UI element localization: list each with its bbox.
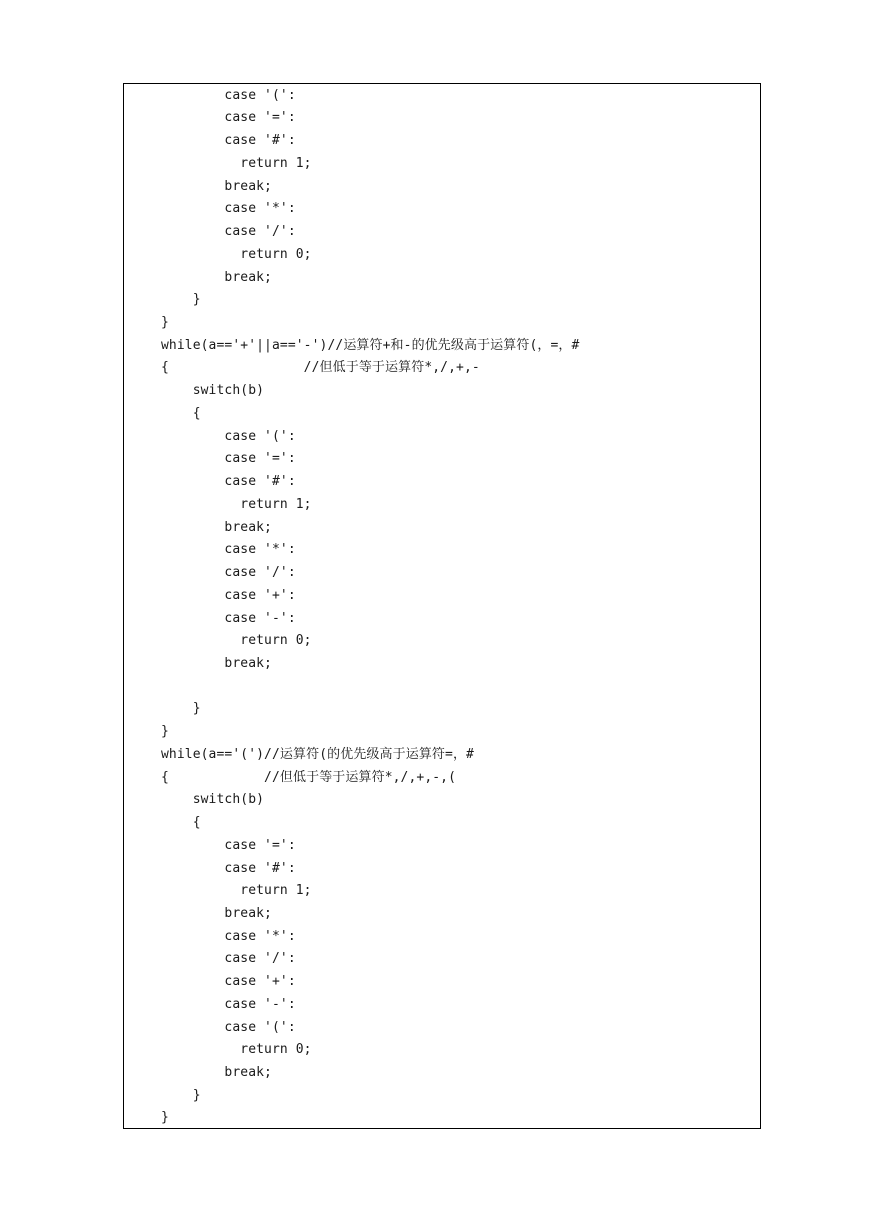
code-line: case '#': [161, 133, 296, 148]
code-line: case '-': [161, 997, 296, 1012]
code-line: case '(': [161, 429, 296, 444]
code-line: case '(': [161, 88, 296, 103]
code-line: return 0; [161, 247, 312, 262]
code-line: { //但低于等于运算符*,/,+,- [161, 360, 480, 375]
code-line: case '-': [161, 611, 296, 626]
code-line: break; [161, 1065, 272, 1080]
code-line: switch(b) [161, 792, 265, 807]
code-line: { [161, 815, 201, 830]
code-line: case '=': [161, 838, 296, 853]
code-line: case '+': [161, 588, 296, 603]
code-line: while(a=='(')//运算符(的优先级高于运算符=，# [161, 747, 474, 762]
code-line: break; [161, 906, 272, 921]
code-line: } [161, 315, 169, 330]
code-line: case '*': [161, 929, 296, 944]
code-line: case '=': [161, 110, 296, 125]
code-line: case '#': [161, 861, 296, 876]
code-line: } [161, 1088, 201, 1103]
code-line: } [161, 1110, 169, 1125]
code-line: } [161, 724, 169, 739]
code-line: while(a=='+'||a=='-')//运算符+和-的优先级高于运算符(，=，# [161, 338, 580, 353]
code-line: } [161, 292, 201, 307]
code-listing-box [123, 83, 761, 1129]
code-line: { //但低于等于运算符*,/,+,-,( [161, 770, 457, 785]
code-line: break; [161, 520, 272, 535]
code-line: break; [161, 179, 272, 194]
code-line: case '=': [161, 451, 296, 466]
code-line: break; [161, 270, 272, 285]
code-line: case '*': [161, 201, 296, 216]
code-line: case '*': [161, 542, 296, 557]
code-line: return 1; [161, 497, 312, 512]
code-line: break; [161, 656, 272, 671]
code-line: case '#': [161, 474, 296, 489]
code-line: case '/': [161, 951, 296, 966]
code-line: case '+': [161, 974, 296, 989]
code-line: } [161, 701, 201, 716]
code-line: return 1; [161, 156, 312, 171]
code-line: { [161, 406, 201, 421]
code-line: return 0; [161, 1042, 312, 1057]
code-line: case '/': [161, 224, 296, 239]
code-line: case '/': [161, 565, 296, 580]
code-line: return 0; [161, 633, 312, 648]
code-line: switch(b) [161, 383, 265, 398]
code-line: case '(': [161, 1020, 296, 1035]
code-line: return 1; [161, 883, 312, 898]
